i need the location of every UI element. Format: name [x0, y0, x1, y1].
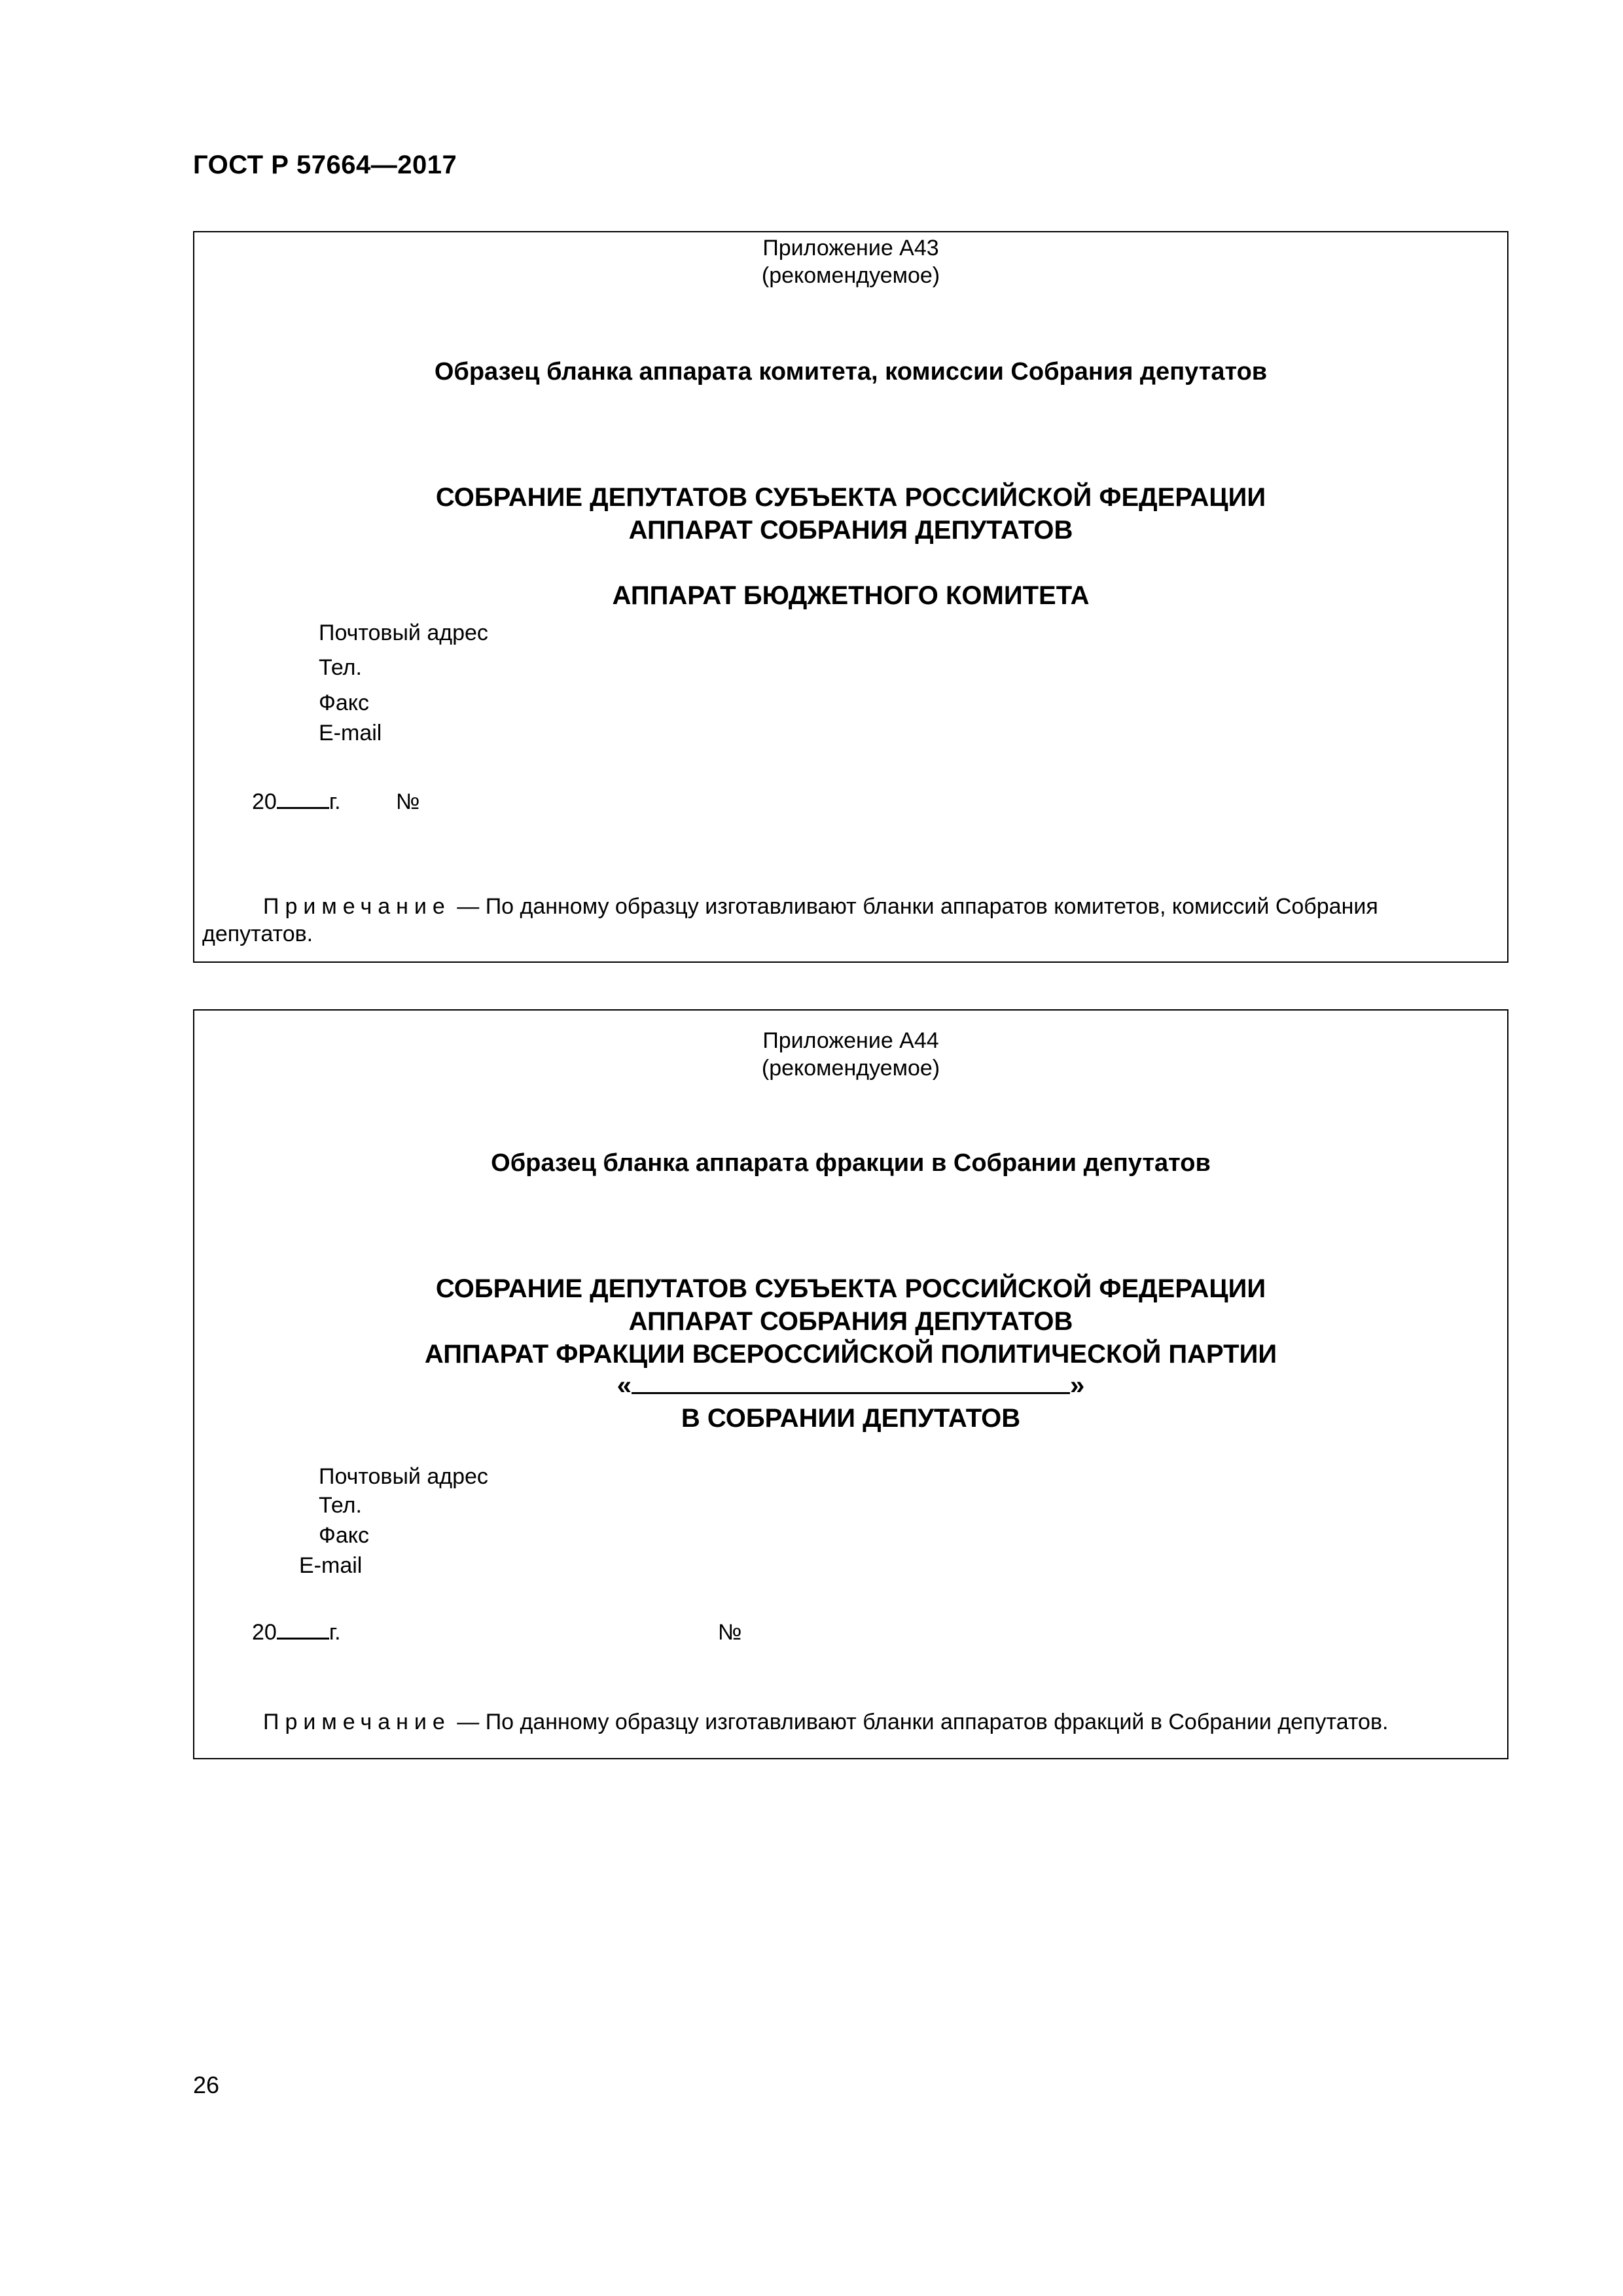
appendix-a44-fax: Факс	[319, 1523, 370, 1548]
appendix-a44-org-line5: В СОБРАНИИ ДЕПУТАТОВ	[681, 1404, 1021, 1433]
date-suffix: г.	[329, 1620, 341, 1645]
appendix-a44-frame	[193, 1009, 1508, 1759]
note-label: Примечание	[263, 1710, 451, 1734]
appendix-a44-number-sign: №	[718, 1620, 742, 1645]
appendix-a43-org-line3: АППАРАТ БЮДЖЕТНОГО КОМИТЕТА	[612, 581, 1090, 610]
document-code: ГОСТ Р 57664—2017	[193, 151, 457, 179]
appendix-a43-postal-address: Почтовый адрес	[319, 620, 488, 645]
appendix-a43-status: (рекомендуемое)	[761, 263, 940, 288]
appendix-a44-party-name-blank	[194, 1369, 1507, 1402]
appendix-a44-org-line1: СОБРАНИЕ ДЕПУТАТОВ СУБЪЕКТА РОССИЙСКОЙ ФЕДЕРАЦИИ	[435, 1274, 1266, 1303]
quote-open: «	[616, 1371, 632, 1400]
party-name-blank-line	[632, 1370, 1070, 1394]
appendix-a44-email: E-mail	[299, 1553, 363, 1578]
quote-close: »	[1070, 1371, 1085, 1400]
appendix-a44-org-line3: АППАРАТ ФРАКЦИИ ВСЕРОССИЙСКОЙ ПОЛИТИЧЕСКОЙ ПАРТИИ	[424, 1340, 1277, 1369]
appendix-a43-heading: Образец бланка аппарата комитета, комиссии Собрания депутатов	[434, 358, 1268, 386]
appendix-a44-heading: Образец бланка аппарата фракции в Собрании депутатов	[491, 1149, 1211, 1177]
appendix-a43-email: E-mail	[319, 721, 382, 745]
appendix-a43-fax: Факс	[319, 691, 370, 715]
note-label: Примечание	[263, 894, 451, 919]
appendix-a44-date	[252, 1618, 341, 1647]
page-number: 26	[193, 2072, 220, 2098]
date-blank-line	[277, 1638, 329, 1640]
appendix-a43-frame	[193, 231, 1508, 963]
note-text: — По данному образцу изготавливают бланки аппаратов фракций в Собрании депутатов.	[450, 1710, 1389, 1734]
appendix-a44-org-line2: АППАРАТ СОБРАНИЯ ДЕПУТАТОВ	[628, 1307, 1073, 1336]
date-prefix: 20	[252, 789, 277, 814]
appendix-a43-org-line2: АППАРАТ СОБРАНИЯ ДЕПУТАТОВ	[628, 516, 1073, 545]
appendix-a44-tel: Тел.	[319, 1493, 362, 1518]
date-prefix: 20	[252, 1620, 277, 1645]
appendix-a44-note	[263, 1708, 1388, 1736]
appendix-a43-tel: Тел.	[319, 655, 362, 680]
appendix-a44-postal-address: Почтовый адрес	[319, 1464, 488, 1489]
appendix-a43-title: Приложение А43	[762, 236, 939, 260]
note-text: — По данному образцу изготавливают бланки аппаратов комитетов, комиссий Собрания	[450, 894, 1378, 919]
appendix-a43-org-line1: СОБРАНИЕ ДЕПУТАТОВ СУБЪЕКТА РОССИЙСКОЙ ФЕДЕРАЦИИ	[435, 483, 1266, 512]
date-blank-line	[277, 807, 329, 809]
appendix-a43-date	[252, 787, 341, 816]
appendix-a44-title: Приложение А44	[762, 1028, 939, 1053]
date-suffix: г.	[329, 789, 341, 814]
appendix-a44-status: (рекомендуемое)	[761, 1056, 940, 1081]
appendix-a43-note	[263, 892, 1378, 921]
appendix-a43-number-sign: №	[396, 789, 420, 814]
appendix-a43-note-continuation: депутатов.	[202, 922, 313, 946]
